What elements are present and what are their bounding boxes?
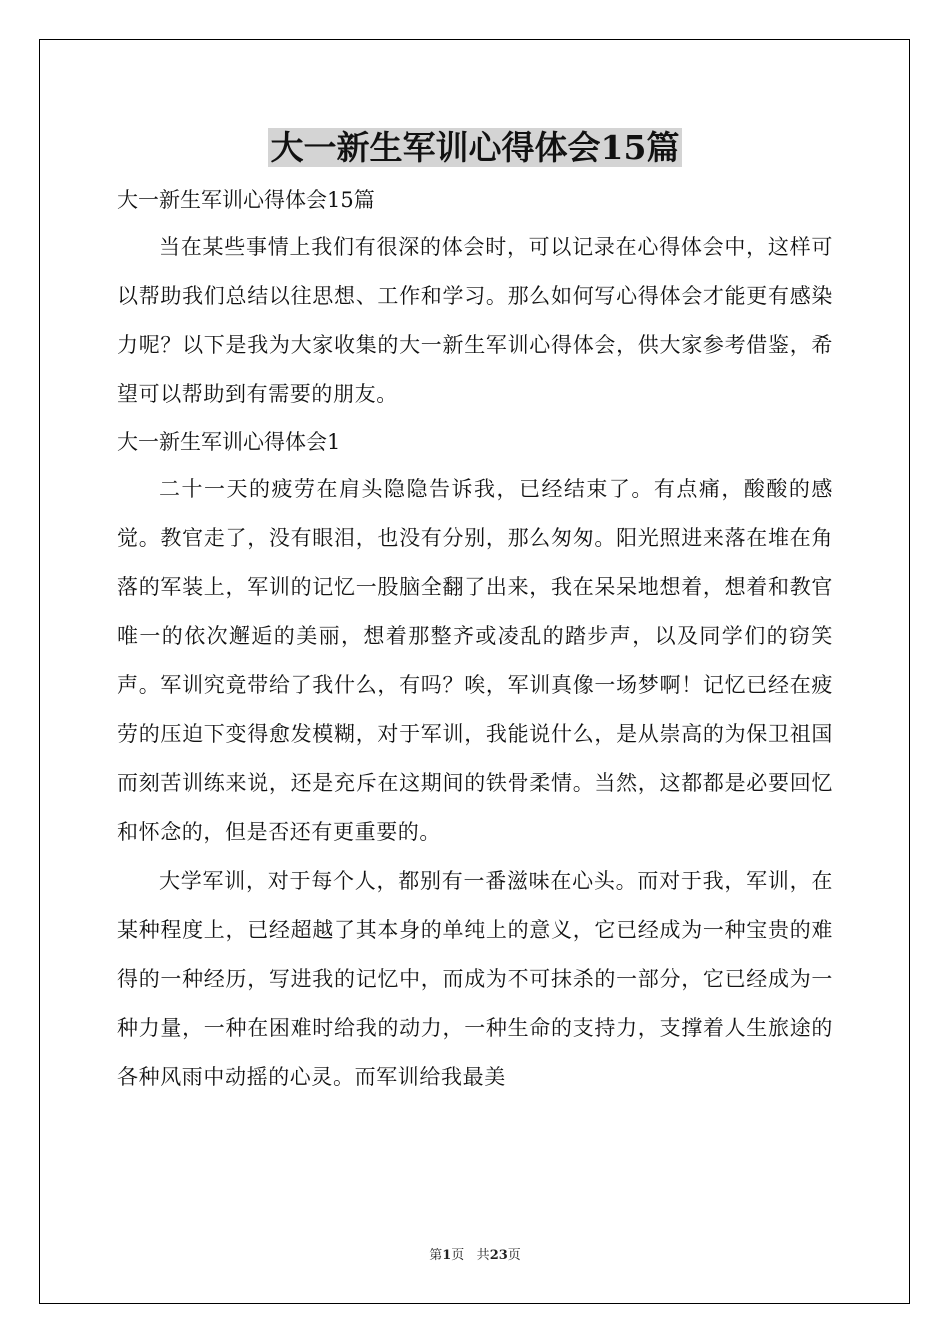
document-body bbox=[117, 177, 833, 1102]
page-footer bbox=[0, 1247, 950, 1265]
footer-page-current: 1 bbox=[442, 1248, 452, 1263]
document-title bbox=[0, 124, 950, 172]
intro-paragraph: 当在某些事情上我们有很深的体会时，可以记录在心得体会中，这样可以帮助我们总结以往思想、工作和学习。那么如何写心得体会才能更有感染力呢？以下是我为大家收集的大一新生军训心得体会，供大家参考借鉴，希望可以帮助到有需要的朋友。 bbox=[117, 235, 833, 406]
footer-total-unit: 页 bbox=[507, 1248, 521, 1263]
footer-page-prefix: 第 bbox=[429, 1248, 443, 1263]
section-heading: 大一新生军训心得体会1 bbox=[117, 430, 341, 454]
document-title-text: 大一新生军训心得体会15篇 bbox=[268, 128, 683, 167]
footer-page-total: 23 bbox=[489, 1248, 508, 1263]
document-subtitle: 大一新生军训心得体会15篇 bbox=[117, 188, 375, 212]
footer-page-unit: 页 bbox=[451, 1248, 465, 1263]
footer-total-prefix: 共 bbox=[476, 1248, 490, 1263]
body-paragraph-2: 大学军训，对于每个人，都别有一番滋味在心头。而对于我，军训，在某种程度上，已经超越了其本身的单纯上的意义，它已经成为一种宝贵的难得的一种经历，写进我的记忆中，而成为不可抹杀的一部分，它已经成为一种力量，一种在困难时给我的动力，一种生命的支持力，支撑着人生旅途的各种风雨中动摇的心灵。而军训给我最美 bbox=[117, 869, 833, 1089]
body-paragraph-1: 二十一天的疲劳在肩头隐隐告诉我，已经结束了。有点痛，酸酸的感觉。教官走了，没有眼泪，也没有分别，那么匆匆。阳光照进来落在堆在角落的军装上，军训的记忆一股脑全翻了出来，我在呆呆地想着，想着和教官唯一的依次邂逅的美丽，想着那整齐或凌乱的踏步声，以及同学们的窃笑声。军训究竟带给了我什么，有吗？唉，军训真像一场梦啊！记忆已经在疲劳的压迫下变得愈发模糊，对于军训，我能说什么，是从崇高的为保卫祖国而刻苦训练来说，还是充斥在这期间的铁骨柔情。当然，这都都是必要回忆和怀念的，但是否还有更重要的。 bbox=[117, 477, 833, 844]
